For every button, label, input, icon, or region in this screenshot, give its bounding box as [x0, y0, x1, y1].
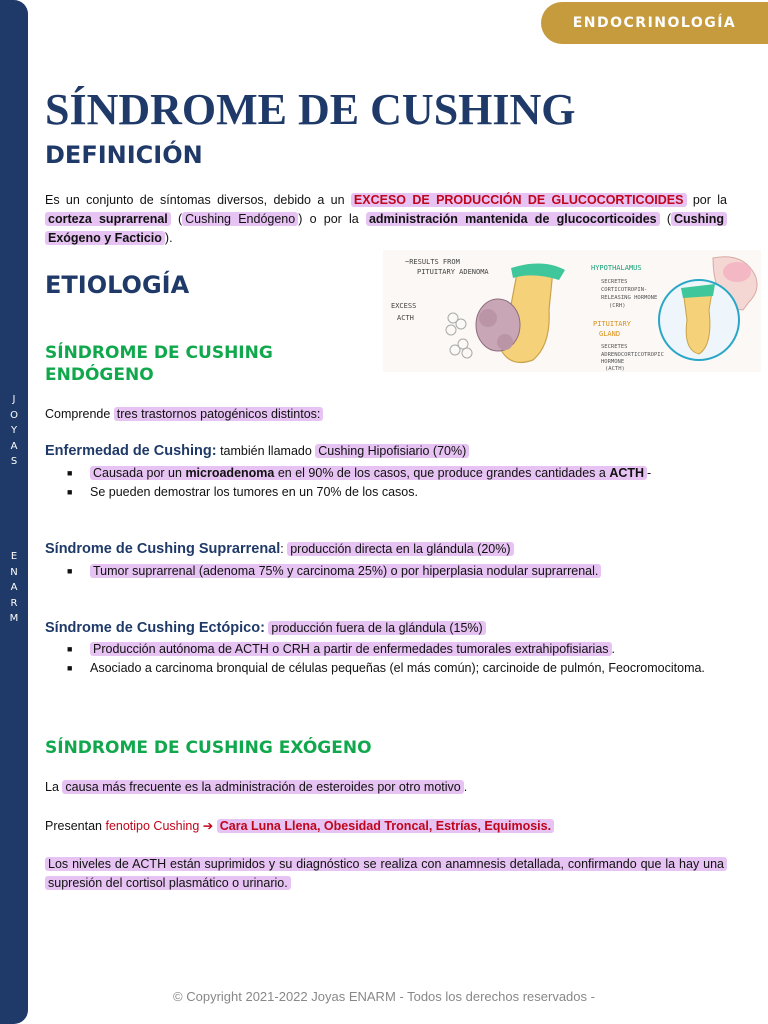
list-item: ■ Asociado a carcinoma bronquial de células pequeñas (el más común); carcinoide de pulmón, Feocromocitoma.	[67, 661, 705, 675]
exogeno-paragraph-2: Presentan fenotipo Cushing ➔ Cara Luna Llena, Obesidad Troncal, Estrías, Equimosis.	[45, 817, 727, 836]
label-acth: ACTH	[397, 314, 414, 322]
list-item: ■ Causada por un microadenoma en el 90% de los casos, que produce grandes cantidades a ACTH -	[67, 466, 652, 480]
enfermedad-cushing-heading: Enfermedad de Cushing: también llamado Cushing Hipofisiario (70%)	[45, 443, 469, 459]
endogeno-intro: Comprende tres trastornos patogénicos distintos:	[45, 405, 727, 424]
exogeno-paragraph-1: La causa más frecuente es la administración de esteroides por otro motivo .	[45, 780, 468, 794]
label-pituitary-adenoma: PITUITARY ADENOMA	[417, 268, 489, 276]
left-sidebar	[0, 0, 28, 1024]
endogeno-heading: SÍNDROME DE CUSHING ENDÓGENO	[45, 343, 273, 385]
list-item: ■ Tumor suprarrenal (adenoma 75% y carcinoma 25%) o por hiperplasia nodular suprarrenal.	[45, 562, 727, 581]
label-crh-1: CORTICOTROPIN-	[601, 287, 648, 293]
list-item: ■ Se pueden demostrar los tumores en un 70% de los casos.	[67, 485, 418, 499]
arrow-icon: ➔	[202, 819, 214, 833]
definicion-heading: DEFINICIÓN	[45, 141, 203, 169]
specialty-badge: ENDOCRINOLOGÍA	[541, 2, 768, 44]
ectopico-heading: Síndrome de Cushing Ectópico: producción fuera de la glándula (15%)	[45, 620, 486, 636]
page-title: SÍNDROME DE CUSHING	[45, 85, 576, 134]
label-results-from: ~RESULTS FROM	[405, 258, 460, 266]
pituitary-illustration	[383, 250, 761, 372]
label-crh-3: (CRH)	[609, 303, 626, 309]
exogeno-paragraph-3: Los niveles de ACTH están suprimidos y su diagnóstico se realiza con anamnesis detallada, confirmando que la hay una supresión del cortisol plasmático o urinario.	[45, 855, 727, 893]
label-crh-2: RELEASING HORMONE	[601, 295, 658, 301]
definicion-paragraph: Es un conjunto de síntomas diversos, debido a un EXCESO DE PRODUCCIÓN DE GLUCOCORTICOIDES por la corteza suprarrenal ( Cushing Endógeno ) o por la administración mantenida de glucocorticoides ( Cushing Exógeno y Facticio ).	[45, 193, 727, 245]
label-secretes-2: SECRETES	[601, 344, 628, 350]
enfermedad-bullets	[45, 464, 727, 502]
label-gland: GLAND	[599, 330, 621, 338]
footer-copyright: © Copyright 2021-2022 Joyas ENARM - Todos los derechos reservados -	[173, 989, 595, 1004]
label-acth-3: (ACTH)	[605, 366, 625, 372]
exogeno-heading: SÍNDROME DE CUSHING EXÓGENO	[45, 738, 372, 758]
label-pituitary: PITUITARY	[593, 320, 631, 328]
sidebar-brand-enarm: E N A R M	[9, 551, 19, 624]
label-acth-1: ADRENOCORTICOTROPIC	[601, 352, 664, 358]
sidebar-brand-joyas: J O Y A S	[10, 394, 18, 467]
list-item: ■ Producción autónoma de ACTH o CRH a partir de enfermedades tumorales extrahipofisiarias .	[67, 642, 616, 656]
label-secretes-1: SECRETES	[601, 279, 628, 285]
suprarrenal-bullets	[45, 562, 727, 581]
label-hypothalamus: HYPOTHALAMUS	[591, 264, 642, 272]
label-excess: EXCESS	[391, 302, 417, 310]
suprarrenal-heading: Síndrome de Cushing Suprarrenal: producción directa en la glándula (20%)	[45, 541, 514, 557]
etiologia-heading: ETIOLOGÍA	[45, 271, 190, 299]
label-acth-2: HORMONE	[601, 359, 625, 365]
ectopico-bullets	[45, 640, 727, 678]
